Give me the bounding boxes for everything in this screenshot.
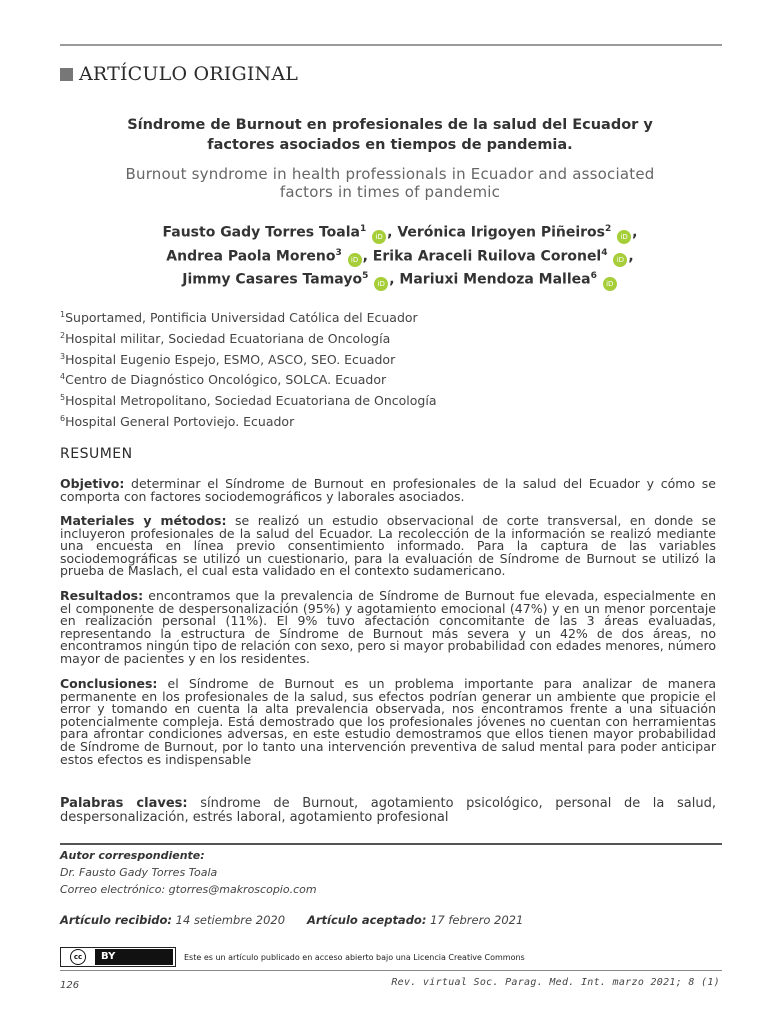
author-sup: 4 xyxy=(601,247,608,258)
affiliation-sup: 5 xyxy=(60,393,66,402)
affiliation-list xyxy=(60,306,436,431)
affiliation-sup: 3 xyxy=(60,351,66,361)
objetivo-label: Objetivo: xyxy=(60,476,125,491)
accepted-date: 17 febrero 2021 xyxy=(426,913,524,927)
abstract-objetivo xyxy=(60,478,716,503)
title-english-line-1: Burnout syndrome in health professionals in Ecuador and associated xyxy=(125,165,655,183)
affiliation-sup: 1 xyxy=(60,310,66,319)
objetivo-text: determinar el Síndrome de Burnout en profesionales de la salud del Ecuador y cómo se comporta con factores sociodemográficos y laborales asociados. xyxy=(60,476,716,504)
abstract-materiales xyxy=(60,515,716,578)
license-row xyxy=(60,947,525,967)
affiliation-text: Hospital Metropolitano, Sociedad Ecuatoriana de Oncología xyxy=(65,393,437,409)
correspondence-label: Autor correspondiente: xyxy=(60,849,205,862)
author-name: Verónica Irigoyen Piñeiros xyxy=(397,224,605,241)
author-name: Fausto Gady Torres Toala xyxy=(162,224,360,241)
affiliation-sup: 2 xyxy=(60,330,66,340)
abstract-resultados xyxy=(60,590,716,666)
affiliation-sup: 4 xyxy=(60,372,66,382)
author-name: Erika Araceli Ruilova Coronel xyxy=(372,248,602,265)
affiliation-text: Hospital militar, Sociedad Ecuatoriana de Oncología xyxy=(65,330,391,346)
title-spanish xyxy=(90,115,690,155)
page-number: 126 xyxy=(60,980,80,991)
affiliation-item xyxy=(60,368,436,389)
title-spanish-line-2: factores asociados en tiempos de pandemia. xyxy=(207,137,573,153)
title-english-line-2: factors in times of pandemic xyxy=(279,183,501,201)
orcid-icon[interactable]: iD xyxy=(617,230,631,244)
author-name: Mariuxi Mendoza Mallea xyxy=(399,271,591,288)
orcid-icon[interactable]: iD xyxy=(613,253,627,267)
orcid-icon[interactable]: iD xyxy=(348,253,362,267)
affiliation-item xyxy=(60,327,436,348)
keywords-label: Palabras claves: xyxy=(60,796,188,811)
author-name: Jimmy Casares Tamayo xyxy=(182,271,363,288)
author-line-2: Andrea Paola Moreno$^3$ iD , Erika Araceli Ruilova Coronel$^4$ iD , xyxy=(120,244,680,268)
journal-citation: Rev. virtual Soc. Parag. Med. Int. marzo 2021; 8 (1) xyxy=(391,977,720,988)
materiales-label: Materiales y métodos: xyxy=(60,513,227,528)
orcid-icon[interactable]: iD xyxy=(374,277,388,291)
affiliation-text: Centro de Diagnóstico Oncológico, SOLCA. Ecuador xyxy=(65,372,387,388)
affiliation-sup: 6 xyxy=(60,413,66,423)
author-sup: 2 xyxy=(605,224,612,234)
resultados-label: Resultados: xyxy=(60,588,144,603)
affiliation-text: Hospital General Portoviejo. Ecuador xyxy=(65,413,295,429)
author-line-3: Jimmy Casares Tamayo$^5$ iD , Mariuxi Mendoza Mallea$^6$ iD xyxy=(120,267,680,291)
affiliation-item xyxy=(60,389,436,410)
correspondence-rule xyxy=(60,843,722,845)
orcid-icon[interactable]: iD xyxy=(603,277,617,291)
footer-rule xyxy=(60,970,722,971)
keywords-text: síndrome de Burnout, agotamiento psicológico, personal de la salud, despersonalización, estrés laboral, agotamiento profesional xyxy=(60,796,716,825)
author-sup: 1 xyxy=(359,224,367,234)
author-sup: 6 xyxy=(590,271,597,282)
correspondence-email[interactable]: Correo electrónico: gtorres@makroscopio.com xyxy=(60,883,317,896)
cc-by-label: BY xyxy=(95,949,173,965)
heading-square-icon xyxy=(60,68,73,81)
received-date: 14 setiembre 2020 xyxy=(172,913,286,927)
abstract-heading: RESUMEN xyxy=(60,446,133,462)
license-text: Este es un artículo publicado en acceso abierto bajo una Licencia Creative Commons xyxy=(184,952,525,962)
title-spanish-line-1: Síndrome de Burnout en profesionales de la salud del Ecuador y xyxy=(127,117,653,133)
title-english xyxy=(70,165,710,201)
resultados-text: encontramos que la prevalencia de Síndrome de Burnout fue elevada, especialmente en el componente de despersonalización (95%) y agotamiento emocional (47%) y en un menor porcentaje en realización personal (11%). El 9% tuvo afectación concomitante de las 3 áreas evaluadas, representando la estructura de Síndrome de Burnout más severa y un 42% de dos áreas, no encontramos ningún tipo de relación con sexo, pero si mayor probabilidad con edades menores, número mayor de pacientes y en los residentes. xyxy=(60,588,716,666)
affiliation-item xyxy=(60,410,436,431)
correspondence-name: Dr. Fausto Gady Torres Toala xyxy=(60,866,218,879)
affiliation-item xyxy=(60,348,436,369)
author-line-1: Fausto Gady Torres Toala$^1$ iD , Verónica Irigoyen Piñeiros$^2$ iD , xyxy=(120,220,680,244)
keywords xyxy=(60,797,716,825)
affiliation-text: Suportamed, Pontificia Universidad Católica del Ecuador xyxy=(65,310,418,326)
conclusiones-label: Conclusiones: xyxy=(60,676,158,691)
article-dates xyxy=(60,913,523,927)
cc-by-badge[interactable] xyxy=(60,947,176,967)
affiliation-item xyxy=(60,306,436,327)
orcid-icon[interactable]: iD xyxy=(372,230,386,244)
accepted-label: Artículo aceptado: xyxy=(306,913,427,927)
author-name: Andrea Paola Moreno xyxy=(166,248,336,265)
author-list xyxy=(120,220,680,291)
section-heading xyxy=(60,60,298,88)
abstract-conclusiones xyxy=(60,678,716,766)
materiales-text: se realizó un estudio observacional de corte transversal, en donde se incluyeron profesionales de la salud del Ecuador. La recolección de la información se realizó mediante una encuesta en línea previo consentimiento informado. Para la captura de las variables sociodemográficas se utilizó un cuestionario, para la evaluación de Síndrome de Burnout se utilizó la prueba de Maslach, el cual esta validado en el contexto sudamericano. xyxy=(60,513,716,579)
cc-icon: cc xyxy=(70,949,86,965)
received-label: Artículo recibido: xyxy=(60,913,172,927)
top-rule xyxy=(60,44,722,46)
affiliation-text: Hospital Eugenio Espejo, ESMO, ASCO, SEO. Ecuador xyxy=(65,351,396,367)
section-heading-text: ARTÍCULO ORIGINAL xyxy=(79,63,299,85)
author-sup: 3 xyxy=(335,247,342,258)
conclusiones-text: el Síndrome de Burnout es un problema importante para analizar de manera permanente en los profesionales de la salud, sus efectos podrían generar un ambiente que propicie el error y tomando en cuenta la alta prevalencia observada, nos encontramos frente a una situación potencialmente compleja. Está demostrado que los profesionales jóvenes no cuentan con herramientas para afrontar condiciones adversas, en este estudio demostramos que ellos tienen mayor probabilidad de Síndrome de Burnout, por lo tanto una intervención preventiva de salud mental para poder anticipar estos efectos es indispensable xyxy=(60,676,716,767)
cc-logo xyxy=(61,949,95,965)
author-sup: 5 xyxy=(362,271,369,282)
